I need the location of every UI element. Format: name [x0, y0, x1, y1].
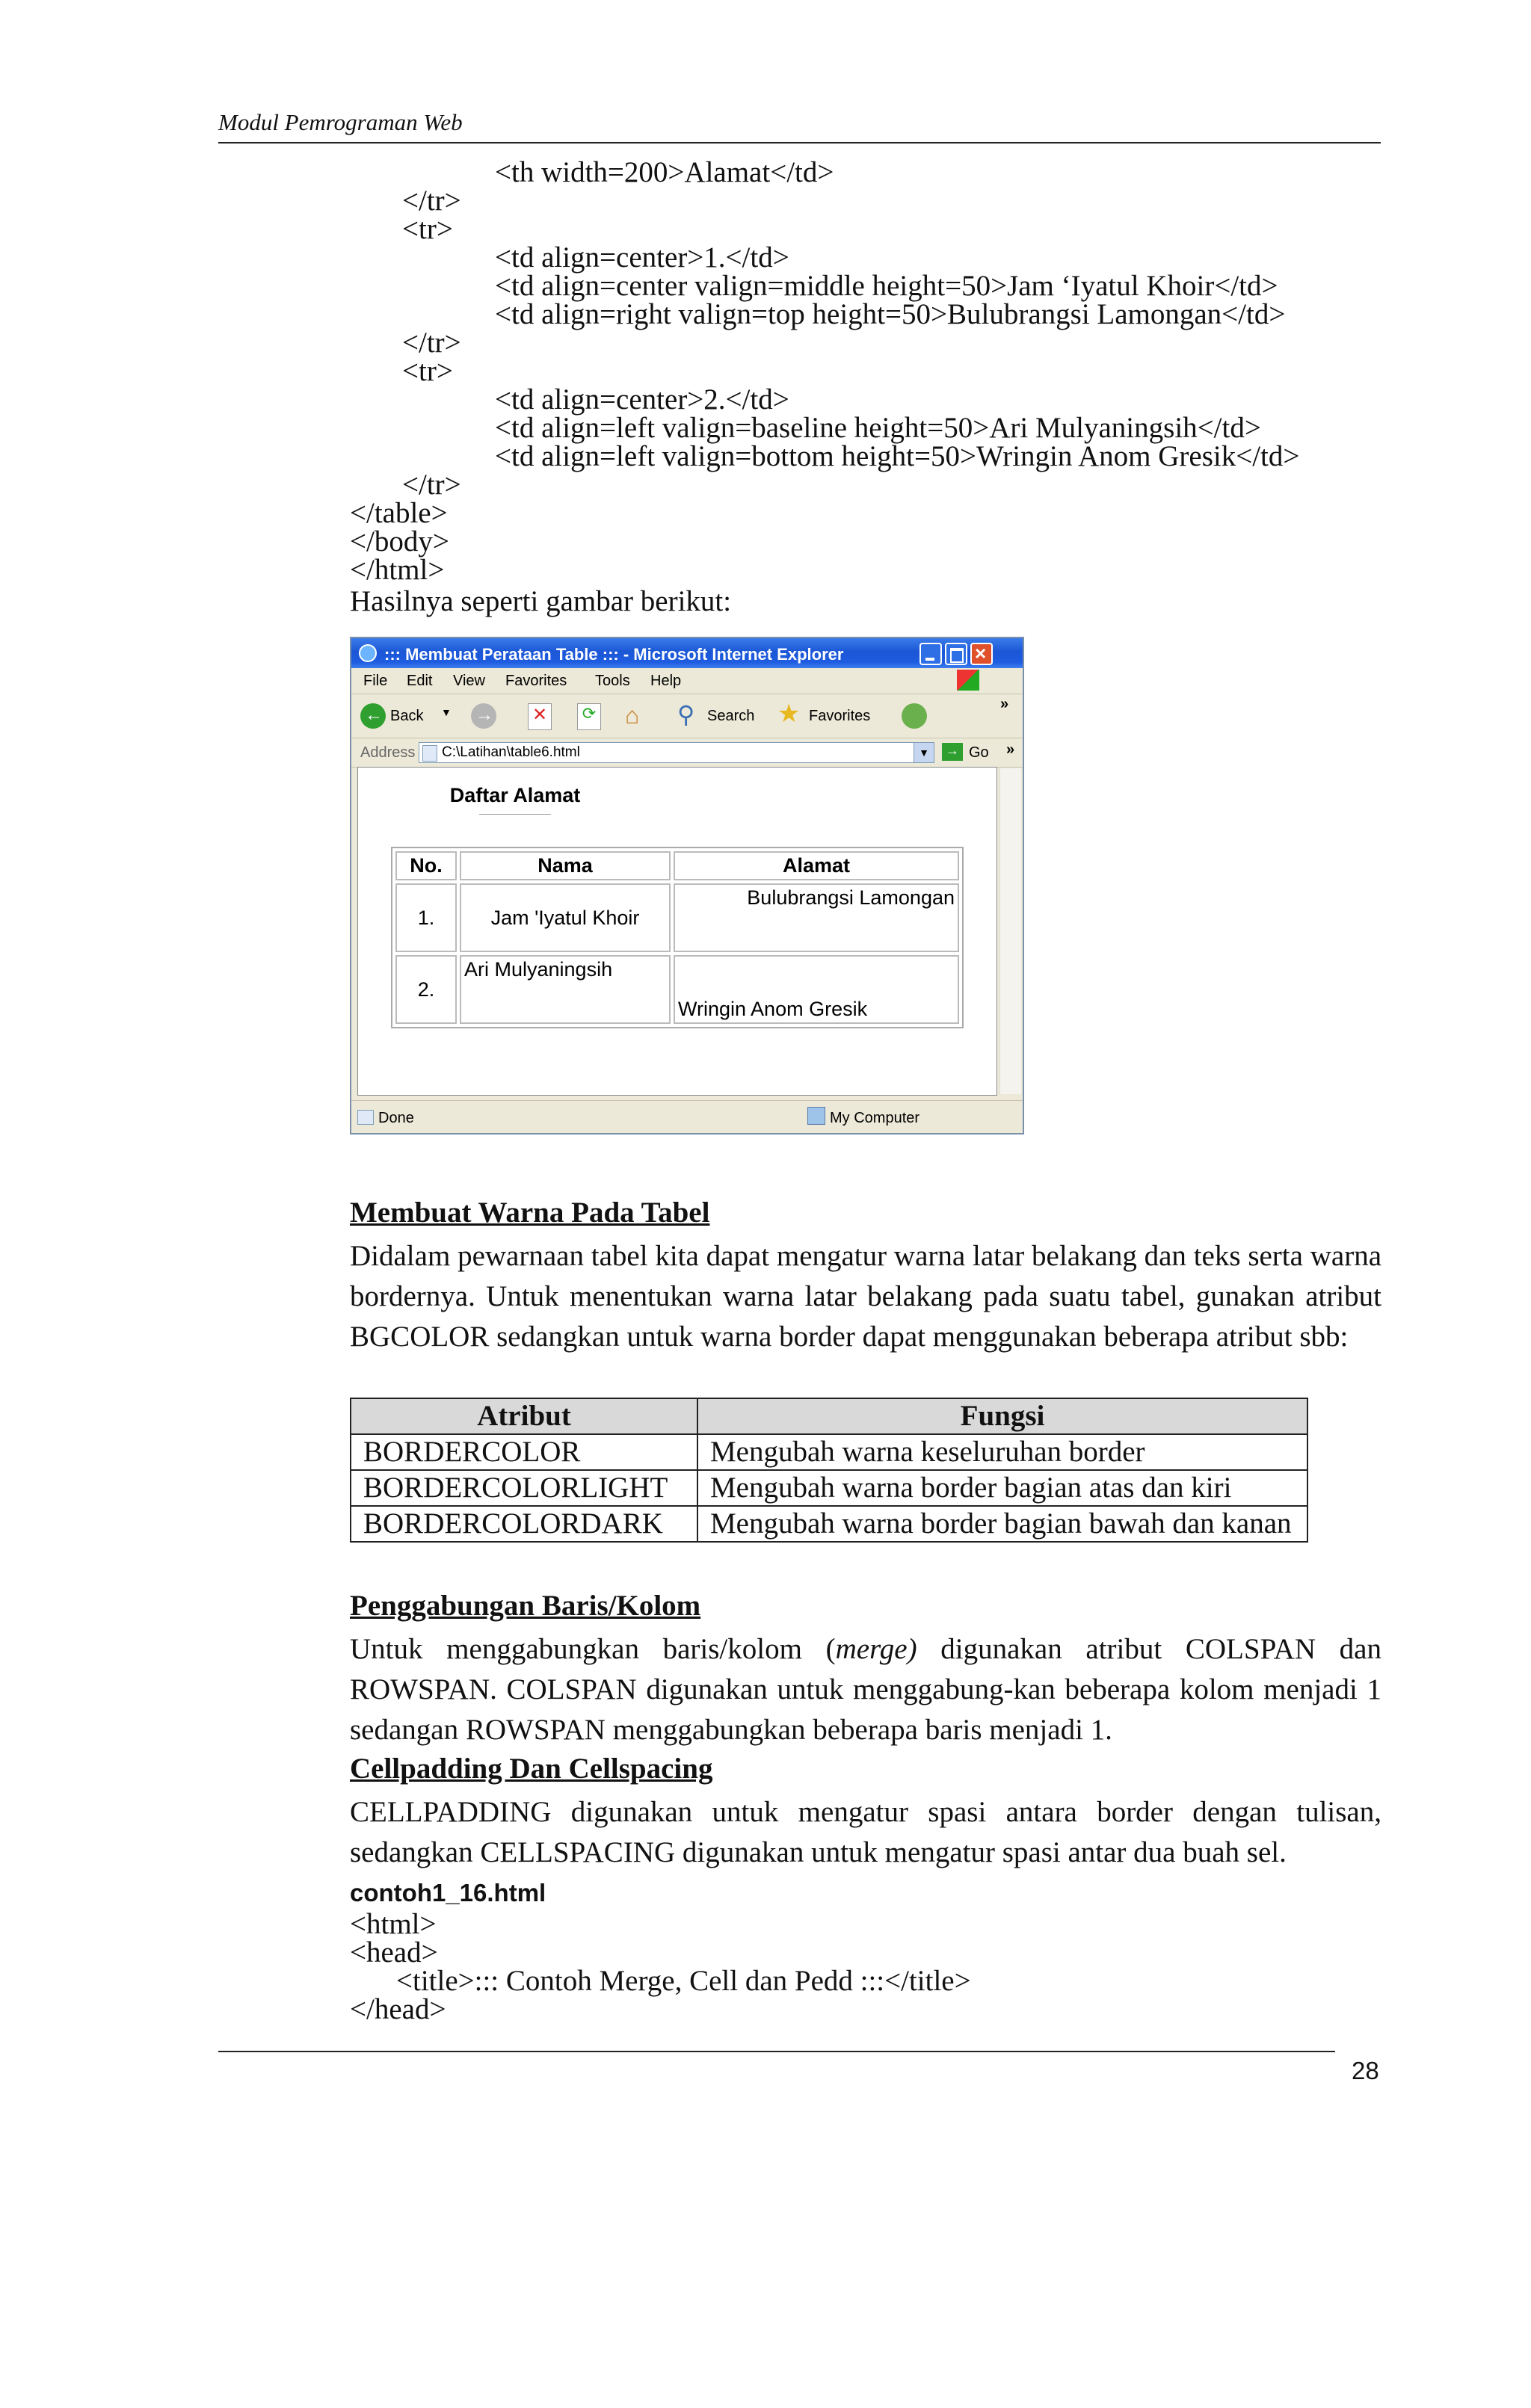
address-input-box[interactable]: [419, 742, 934, 763]
header-cell: Atribut: [351, 1398, 697, 1434]
code-line: <title>::: Contoh Merge, Cell dan Pedd :::</title>: [396, 1965, 971, 1997]
table-cell: Bulubrangsi Lamongan: [674, 883, 959, 952]
page-icon: [422, 745, 437, 762]
status-text: Done: [378, 1110, 414, 1126]
back-dropdown-icon[interactable]: ▼: [441, 706, 452, 718]
favorites-star-icon[interactable]: ★: [777, 700, 801, 728]
code-line: <html>: [350, 1908, 437, 1940]
code-line: <th width=200>Alamat</td>: [495, 156, 834, 188]
code-line: <td align=center valign=middle height=50>Jam ‘Iyatul Khoir</td>: [495, 270, 1278, 302]
ie-logo-icon: [359, 644, 377, 662]
status-bar: [351, 1100, 1023, 1134]
windows-flag-icon: [957, 670, 979, 691]
header-cell: Fungsi: [697, 1398, 1307, 1434]
table-cell: BORDERCOLORLIGHT: [351, 1470, 697, 1506]
toolbar-more-icon[interactable]: »: [1000, 696, 1009, 712]
table-cell: BORDERCOLOR: [351, 1434, 697, 1470]
page-number: 28: [1352, 2057, 1379, 2084]
menu-view[interactable]: View: [453, 673, 485, 689]
table-cell: Wringin Anom Gresik: [674, 955, 959, 1024]
code-line: <td align=center>2.</td>: [495, 383, 789, 416]
go-arrow-icon[interactable]: →: [942, 743, 963, 761]
code-line: <tr>: [402, 355, 453, 387]
code-line: <tr>: [402, 213, 453, 245]
paragraph-cellpadding: CELLPADDING digunakan untuk mengatur spasi antara border dengan tulisan, sedangkan CELLSPACING digunakan untuk mengatur spasi antar dua buah sel.: [350, 1796, 1381, 1868]
code-line: </table>: [350, 497, 448, 529]
minimize-icon[interactable]: [919, 643, 942, 665]
code-line: </tr>: [402, 327, 461, 359]
history-icon[interactable]: [902, 703, 927, 729]
window-title: ::: Membuat Perataan Table ::: - Microsoft Internet Explorer: [384, 645, 844, 664]
example-filename: contoh1_16.html: [350, 1879, 546, 1907]
code-line: <td align=center>1.</td>: [495, 241, 789, 274]
maximize-icon[interactable]: [945, 643, 967, 665]
code-line: <head>: [350, 1936, 438, 1969]
code-line: </tr>: [402, 469, 461, 501]
menu-favorites[interactable]: Favorites: [505, 673, 567, 689]
back-arrow-icon[interactable]: ←: [360, 703, 386, 729]
paragraph-warna: Didalam pewarnaan tabel kita dapat mengatur warna latar belakang dan teks serta warna bordernya. Untuk menentukan warna latar belakang pada suatu tabel, gunakan atribut BGCOLOR sedangkan untuk warna border dapat menggunakan beberapa atribut sbb:: [350, 1240, 1381, 1353]
menu-bar: [351, 668, 1023, 694]
menu-tools[interactable]: Tools: [595, 673, 630, 689]
header-cell: Nama: [460, 851, 671, 880]
done-page-icon: [357, 1110, 374, 1125]
paragraph-italic: merge): [835, 1633, 917, 1665]
attribute-table: [350, 1398, 1308, 1543]
heading-underline: [479, 814, 551, 815]
address-label: Address: [360, 744, 416, 761]
code-line: </body>: [350, 525, 449, 558]
code-line: <td align=left valign=baseline height=50>Ari Mulyaningsih</td>: [495, 412, 1261, 444]
search-icon[interactable]: ⚲: [677, 701, 695, 728]
page-heading: Daftar Alamat: [449, 784, 581, 806]
section-heading-cellpadding: Cellpadding Dan Cellspacing: [350, 1753, 713, 1785]
section-heading-penggabungan: Penggabungan Baris/Kolom: [350, 1590, 701, 1622]
menu-edit[interactable]: Edit: [407, 673, 433, 689]
table-cell: 1.: [395, 883, 457, 952]
menu-file[interactable]: File: [363, 673, 388, 689]
table-cell: BORDERCOLORDARK: [351, 1506, 697, 1542]
stop-icon[interactable]: ✕: [528, 703, 552, 730]
table-cell: Jam 'Iyatul Khoir: [460, 883, 671, 952]
title-bar: [351, 638, 1023, 668]
home-icon[interactable]: ⌂: [625, 702, 640, 729]
close-icon[interactable]: ×: [970, 643, 993, 665]
paragraph-part: digunakan atribut COLSPAN dan ROWSPAN. COLSPAN digunakan untuk menggabung-kan beberapa kolom menjadi 1 sedangan ROWSPAN menggabungkan beberapa baris menjadi 1.: [350, 1633, 1381, 1746]
forward-arrow-icon[interactable]: →: [471, 703, 496, 729]
page-viewport: [357, 767, 997, 1096]
go-button[interactable]: Go: [969, 744, 989, 761]
toolbar: [351, 694, 1023, 738]
table-cell: Mengubah warna border bagian bawah dan kanan: [697, 1506, 1307, 1542]
table-cell: Mengubah warna border bagian atas dan kiri: [697, 1470, 1307, 1506]
address-table: [391, 847, 964, 1028]
links-more-icon[interactable]: »: [1006, 741, 1015, 758]
back-button[interactable]: Back: [390, 708, 424, 724]
header-rule: [218, 142, 1381, 143]
browser-screenshot: [350, 637, 1024, 1134]
code-line: </tr>: [402, 185, 461, 217]
address-dropdown-icon[interactable]: ▼: [914, 743, 934, 762]
menu-help[interactable]: Help: [650, 673, 682, 689]
refresh-icon[interactable]: ⟳: [577, 703, 601, 730]
code-line: </html>: [350, 554, 445, 586]
paragraph-part: Untuk menggabungkan baris/kolom (: [350, 1633, 836, 1665]
favorites-button[interactable]: Favorites: [809, 708, 871, 724]
vertical-scrollbar[interactable]: [999, 768, 1021, 1094]
header-cell: No.: [395, 851, 457, 880]
code-line: </head>: [350, 1993, 446, 2025]
computer-icon: [807, 1107, 825, 1125]
table-cell: 2.: [395, 955, 457, 1024]
header-cell: Alamat: [674, 851, 959, 880]
section-heading-warna: Membuat Warna Pada Tabel: [350, 1197, 710, 1229]
result-caption: Hasilnya seperti gambar berikut:: [350, 585, 732, 617]
code-line: <td align=left valign=bottom height=50>Wringin Anom Gresik</td>: [495, 440, 1300, 472]
address-input[interactable]: C:\Latihan\table6.html: [442, 744, 580, 760]
search-button[interactable]: Search: [707, 708, 755, 724]
table-cell: Ari Mulyaningsih: [460, 955, 671, 1024]
running-header: Modul Pemrograman Web: [218, 109, 463, 135]
zone-text: My Computer: [830, 1110, 920, 1126]
table-cell: Mengubah warna keseluruhan border: [697, 1434, 1307, 1470]
address-bar: [351, 738, 1023, 768]
paragraph-penggabungan: [350, 1629, 1381, 1750]
code-line: <td align=right valign=top height=50>Bulubrangsi Lamongan</td>: [495, 298, 1286, 330]
footer-rule: [218, 2051, 1335, 2052]
